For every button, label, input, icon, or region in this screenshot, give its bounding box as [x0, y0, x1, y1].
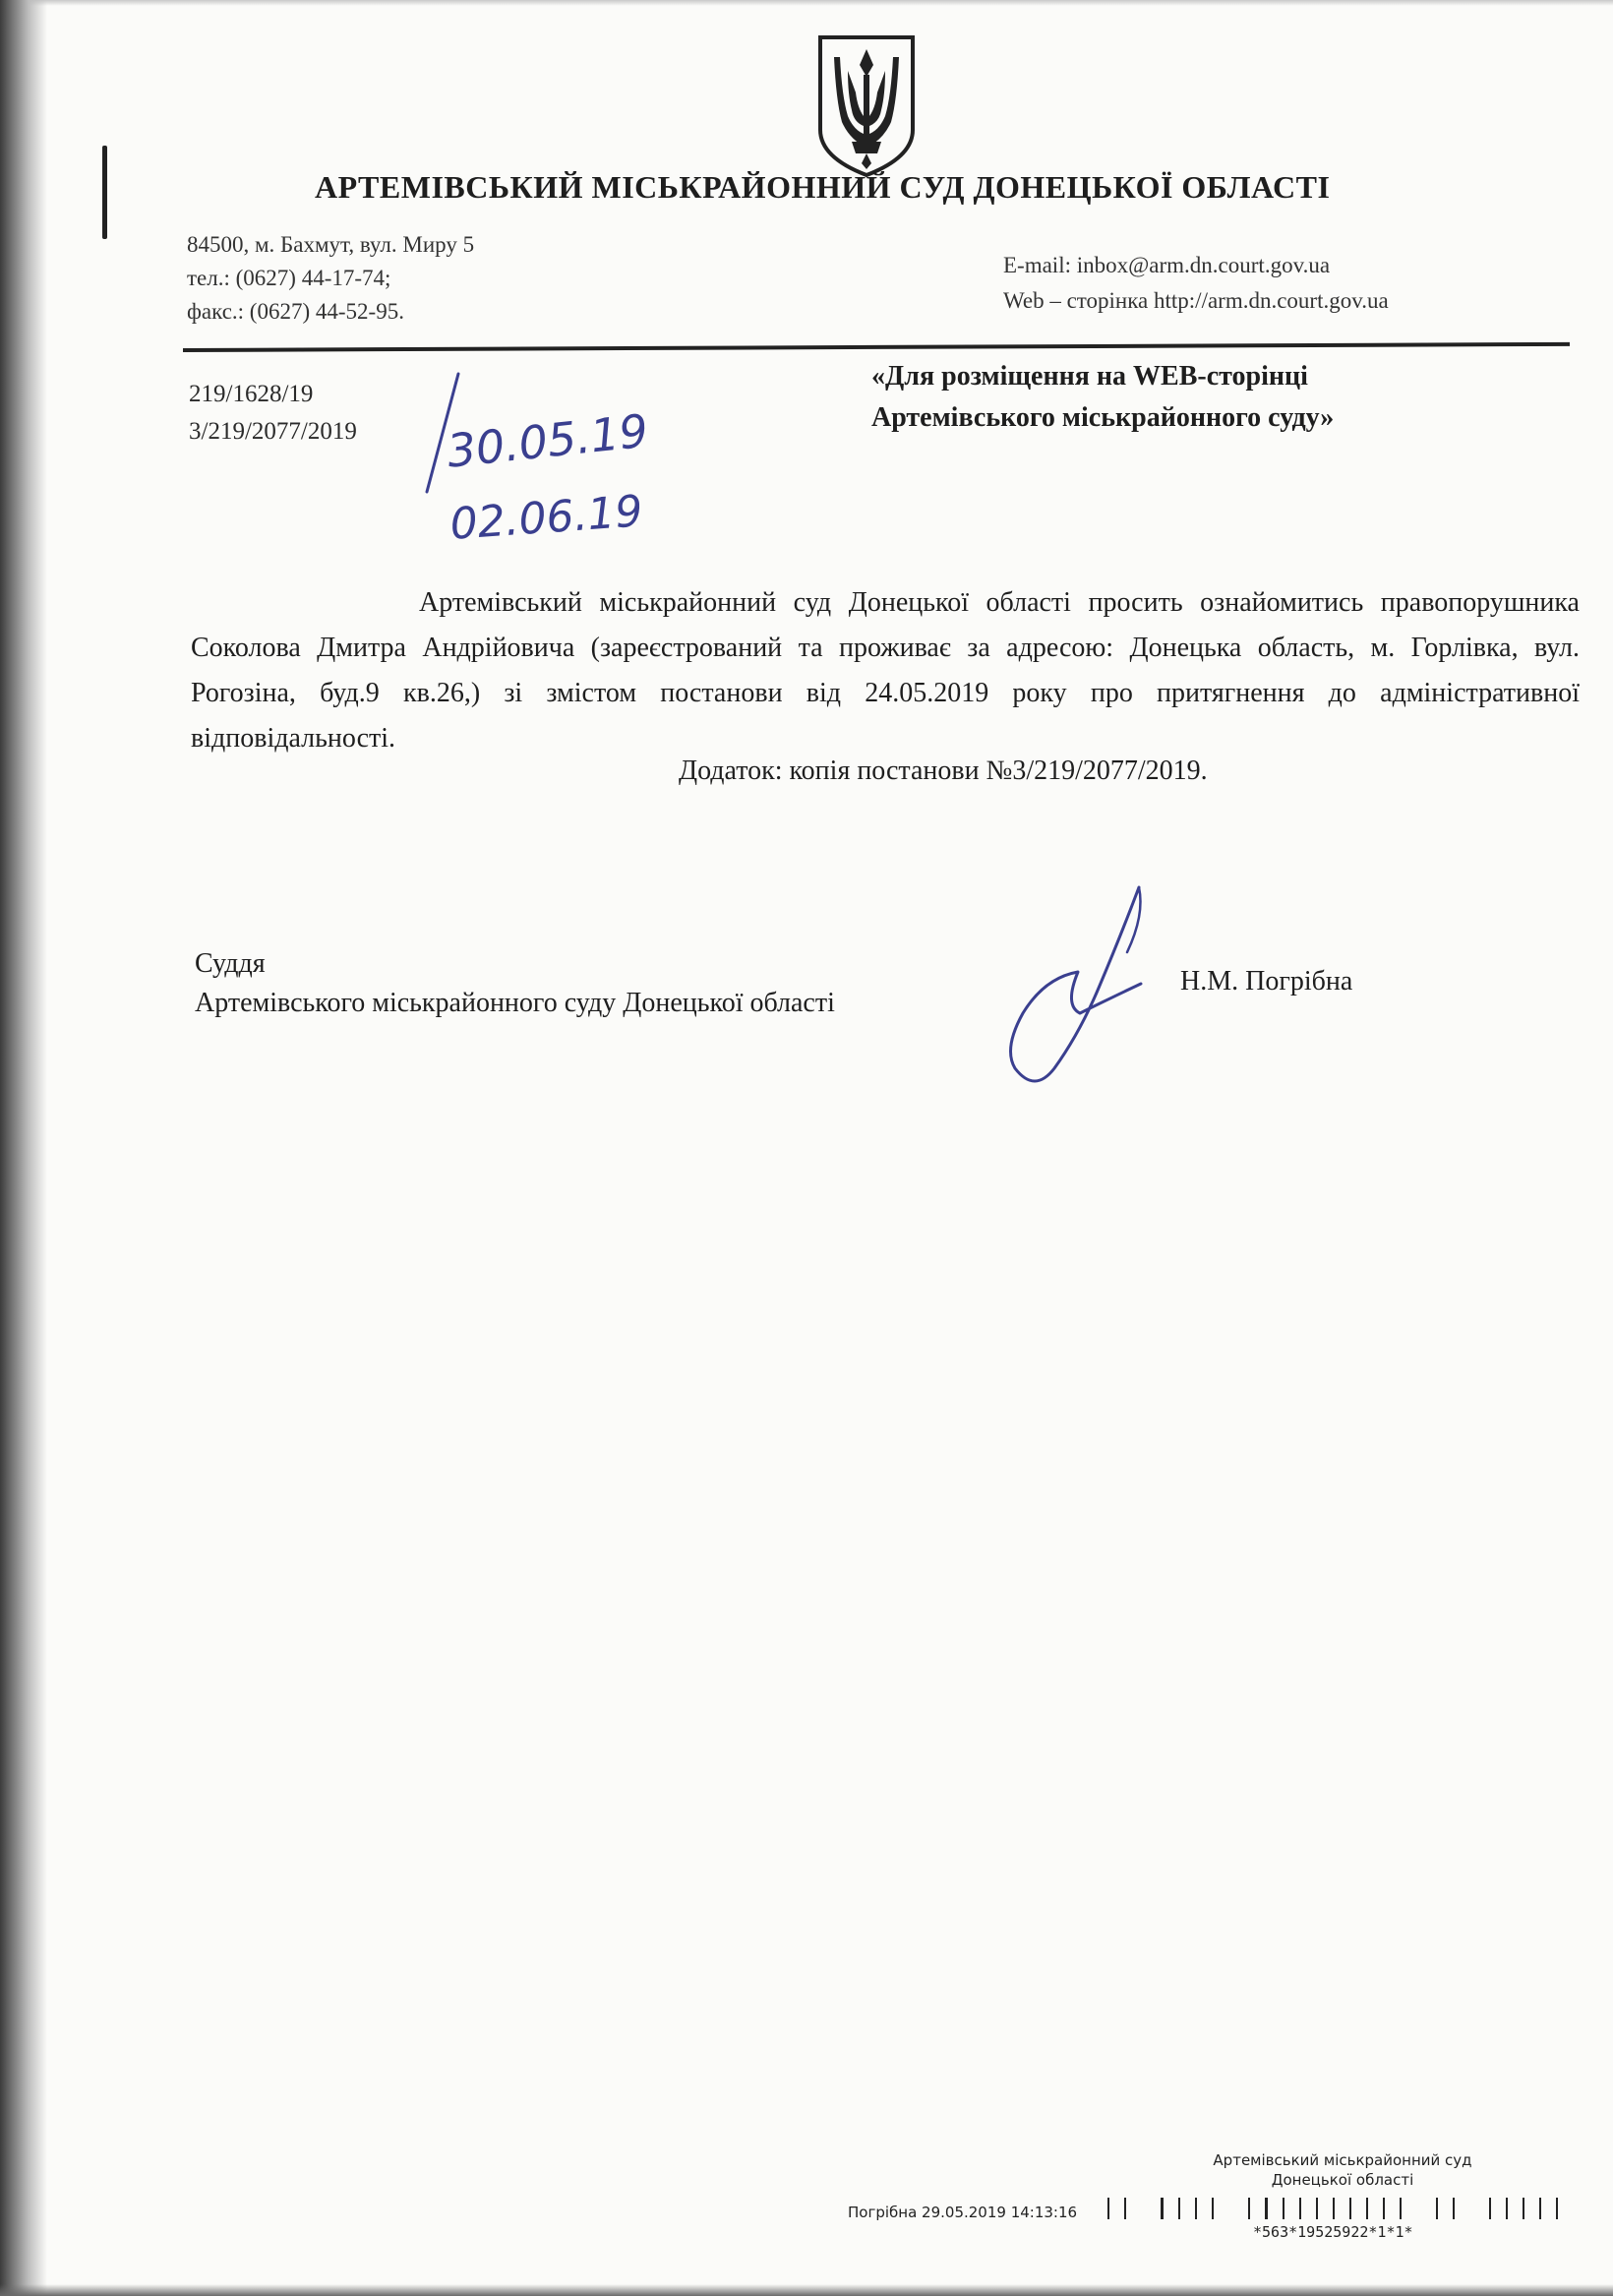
header-divider	[183, 342, 1570, 352]
contact-block-right	[1003, 248, 1389, 319]
handwritten-date: 30.05.19	[445, 403, 651, 478]
barcode-bar	[1556, 2198, 1558, 2219]
court-website: Web – сторінка http://arm.dn.court.gov.ua	[1003, 288, 1389, 313]
court-email: E-mail: inbox@arm.dn.court.gov.ua	[1003, 253, 1331, 277]
barcode-bar	[1333, 2198, 1335, 2219]
barcode-bar	[1107, 2198, 1109, 2219]
barcode-bar	[1265, 2198, 1268, 2219]
barcode-bar	[1248, 2198, 1250, 2219]
case-number: 219/1628/19	[189, 381, 314, 407]
scan-edge-top	[0, 0, 1613, 6]
scan-edge-bottom	[0, 2284, 1613, 2296]
barcode-bar	[1316, 2198, 1318, 2219]
judge-title: Суддя	[195, 948, 266, 979]
barcode-bar	[1523, 2198, 1524, 2219]
barcode-bar	[1161, 2198, 1164, 2219]
margin-mark	[102, 146, 107, 239]
barcode-bar	[1283, 2198, 1284, 2219]
registry-court-line-2: Донецької області	[1271, 2171, 1414, 2189]
barcode-icon	[1107, 2198, 1583, 2219]
barcode-bar	[1299, 2198, 1301, 2219]
barcode-number: *563*19525922*1*1*	[1253, 2223, 1413, 2241]
heading-line-1: «Для розміщення на WEB-сторінці	[871, 361, 1308, 392]
case-references	[189, 376, 357, 451]
barcode-bar	[1436, 2198, 1438, 2219]
judge-name: Н.М. Погрібна	[1180, 966, 1353, 997]
barcode-bar	[1124, 2198, 1126, 2219]
barcode-bar	[1539, 2198, 1541, 2219]
document-heading	[871, 356, 1334, 439]
barcode-bar	[1506, 2198, 1508, 2219]
registry-stamp: Погрібна 29.05.2019 14:13:16	[848, 2204, 1078, 2221]
court-address: 84500, м. Бахмут, вул. Миру 5	[187, 232, 475, 257]
judge-title-block	[195, 944, 835, 1023]
barcode-bar	[1400, 2198, 1402, 2219]
barcode-bar	[1453, 2198, 1455, 2219]
barcode-bar	[1349, 2198, 1351, 2219]
court-title: АРТЕМІВСЬКИЙ МІСЬКРАЙОННИЙ СУД ДОНЕЦЬКОЇ ОБЛАСТІ	[315, 169, 1331, 205]
proceeding-number: 3/219/2077/2019	[189, 418, 357, 445]
heading-line-2: Артемівського міськрайонного суду»	[871, 402, 1335, 433]
barcode-bar	[1383, 2198, 1385, 2219]
registry-court-line-1: Артемівський міськрайонний суд	[1213, 2151, 1472, 2169]
attachment-note: Додаток: копія постанови №3/219/2077/2019.	[679, 755, 1208, 786]
judge-court: Артемівського міськрайонного суду Донецької області	[195, 988, 835, 1018]
court-fax: факс.: (0627) 44-52-95.	[187, 299, 404, 324]
registry-court-name	[1190, 2150, 1495, 2190]
handwritten-number: 02.06.19	[448, 486, 645, 550]
letter-body: Артемівський міськрайонний суд Донецької області просить ознайомитись правопорушника Соколова Дмитра Андрійовича (зареєстрований та проживає за адресою: Донецька область, м. Горлівка, вул. Рогозіна, буд.9 кв.26,) зі змістом постанови від 24.05.2019 року про притягнення до адміністративної відповідальності.	[191, 587, 1580, 754]
handwritten-signature	[993, 876, 1180, 1092]
court-phone: тел.: (0627) 44-17-74;	[187, 266, 391, 290]
barcode-bar	[1366, 2198, 1368, 2219]
barcode-bar	[1195, 2198, 1197, 2219]
scan-edge-left	[0, 0, 47, 2296]
barcode-bar	[1489, 2198, 1491, 2219]
barcode-bar	[1212, 2198, 1214, 2219]
contact-block-left	[187, 228, 474, 329]
barcode-bar	[1178, 2198, 1180, 2219]
coat-of-arms-icon	[812, 31, 921, 179]
